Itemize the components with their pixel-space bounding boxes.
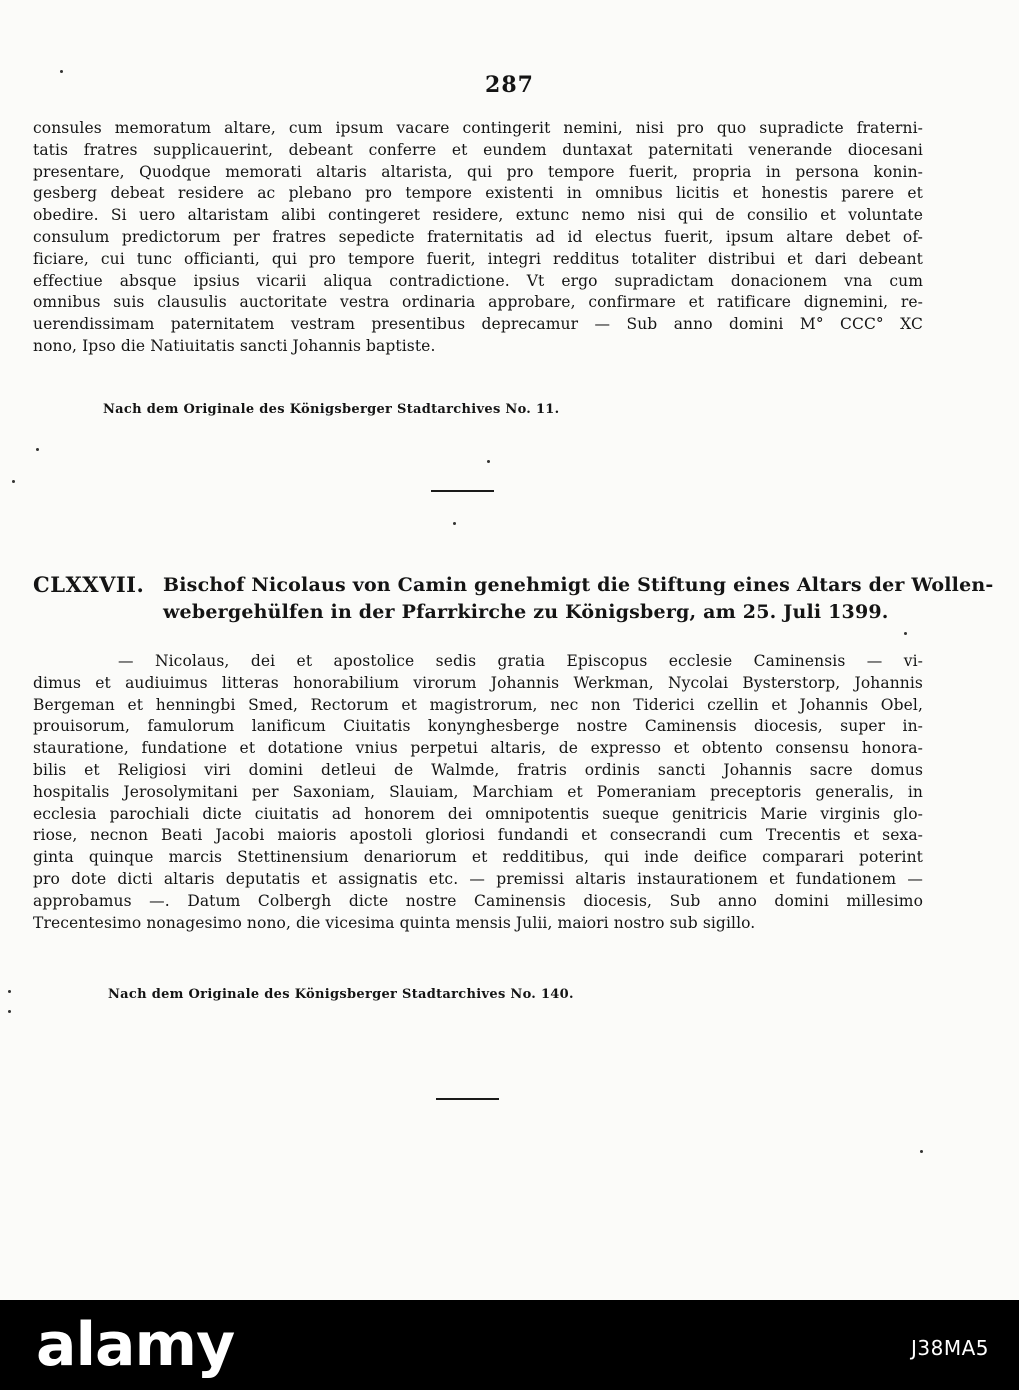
text-line: nono, Ipso die Natiuitatis sancti Johannis baptiste. [33,336,436,355]
text-line: Bergeman et henningbi Smed, Rectorum et magistrorum, nec non Tiderici czellin et Johannis Obel, [33,695,923,714]
paragraph-1 [33,118,923,358]
paragraph-2 [33,651,923,934]
text-line: ficiare, cui tunc officianti, qui pro tempore fuerit, integri redditus totaliter distribui et dari debeant [33,249,923,268]
text-line: tatis fratres supplicauerint, debeant conferre et eundem duntaxat paternitati venerande diocesani [33,140,923,159]
alamy-logo: alamy [36,1310,235,1380]
scan-speck [60,70,63,73]
text-line: effectiue absque ipsius vicarii aliqua contradictione. Vt ergo supradictam donacionem vna cum [33,271,923,290]
text-line: uerendissimam paternitatem vestram presentibus deprecamur — Sub anno domini M° CCC° XC [33,315,923,334]
scan-speck [12,480,15,483]
text-line: gesberg debeat residere ac plebano pro tempore existenti in omnibus licitis et honestis parere et [33,184,923,203]
section-title-line: webergehülfen in der Pfarrkirche zu Königsberg, am 25. Juli 1399. [163,601,889,623]
text-line: approbamus —. Datum Colbergh dicte nostre Caminensis diocesis, Sub anno domini millesimo [33,891,923,910]
page-number: 287 [485,72,534,98]
text-line: riose, necnon Beati Jacobi maioris apostoli gloriosi fundandi et consecrandi cum Trecentis et sexa- [33,826,923,845]
stock-image-id: J38MA5 [910,1336,989,1360]
scan-speck [904,632,907,635]
text-line: omnibus suis clausulis auctoritate vestra ordinaria approbare, confirmare et ratificare dignemini, re- [33,293,923,312]
text-line: pro dote dicti altaris deputatis et assignatis etc. — premissi altaris instaurationem et fundationem — [33,869,923,888]
section-number: CLXXVII. [33,572,145,597]
scan-speck [8,990,11,993]
text-line: ecclesia parochiali dicte ciuitatis ad honorem dei omnipotentis sueque genitricis Marie virginis glo- [33,804,923,823]
text-line: consules memoratum altare, cum ipsum vacare contingerit nemini, nisi pro quo supradicte fraterni- [33,119,923,137]
text-line: Trecentesimo nonagesimo nono, die vicesima quinta mensis Julii, maiori nostro sub sigillo. [33,913,756,932]
source-note-1: Nach dem Originale des Königsberger Stadtarchives No. 11. [103,402,560,417]
section-title-line: Bischof Nicolaus von Camin genehmigt die Stiftung eines Altars der Wollen- [163,574,994,596]
text-line: bilis et Religiosi viri domini detleui de Walmde, fratris ordinis sancti Johannis sacre domus [33,760,923,779]
scan-speck [8,1010,11,1013]
text-line: prouisorum, famulorum lanificum Ciuitatis konynghesberge nostre Caminensis diocesis, super in- [33,717,923,736]
text-line: hospitalis Jerosolymitani per Saxoniam, Slauiam, Marchiam et Pomeraniam preceptoris generalis, in [33,782,923,801]
source-note-2: Nach dem Originale des Königsberger Stadtarchives No. 140. [108,987,574,1002]
scan-speck [487,460,490,463]
text-line: consulum predictorum per fratres sepedicte fraternitatis ad id electus fuerit, ipsum altare debet of- [33,227,923,246]
text-line: presentare, Quodque memorati altaris altarista, qui pro tempore fuerit, propria in persona konin- [33,162,923,181]
text-line: dimus et audiuimus litteras honorabilium virorum Johannis Werkman, Nycolai Bysterstorp, Johannis [33,673,923,692]
text-line: — Nicolaus, dei et apostolice sedis gratia Episcopus ecclesie Caminensis — vi- [118,652,923,670]
text-line: ginta quinque marcis Stettinensium denariorum et redditibus, qui inde deifice comparari poterint [33,848,923,867]
section-divider [431,490,494,492]
text-line: staurationе, fundatione et dotatione vnius perpetui altaris, de expresso et obtento consensu honora- [33,739,923,758]
text-line: obedire. Si uero altaristam alibi contingeret residere, extunc nemo nisi qui de consilio et voluntate [33,206,923,225]
scan-speck [36,448,39,451]
scan-speck [453,522,456,525]
scan-speck [920,1150,923,1153]
section-divider [436,1098,499,1100]
